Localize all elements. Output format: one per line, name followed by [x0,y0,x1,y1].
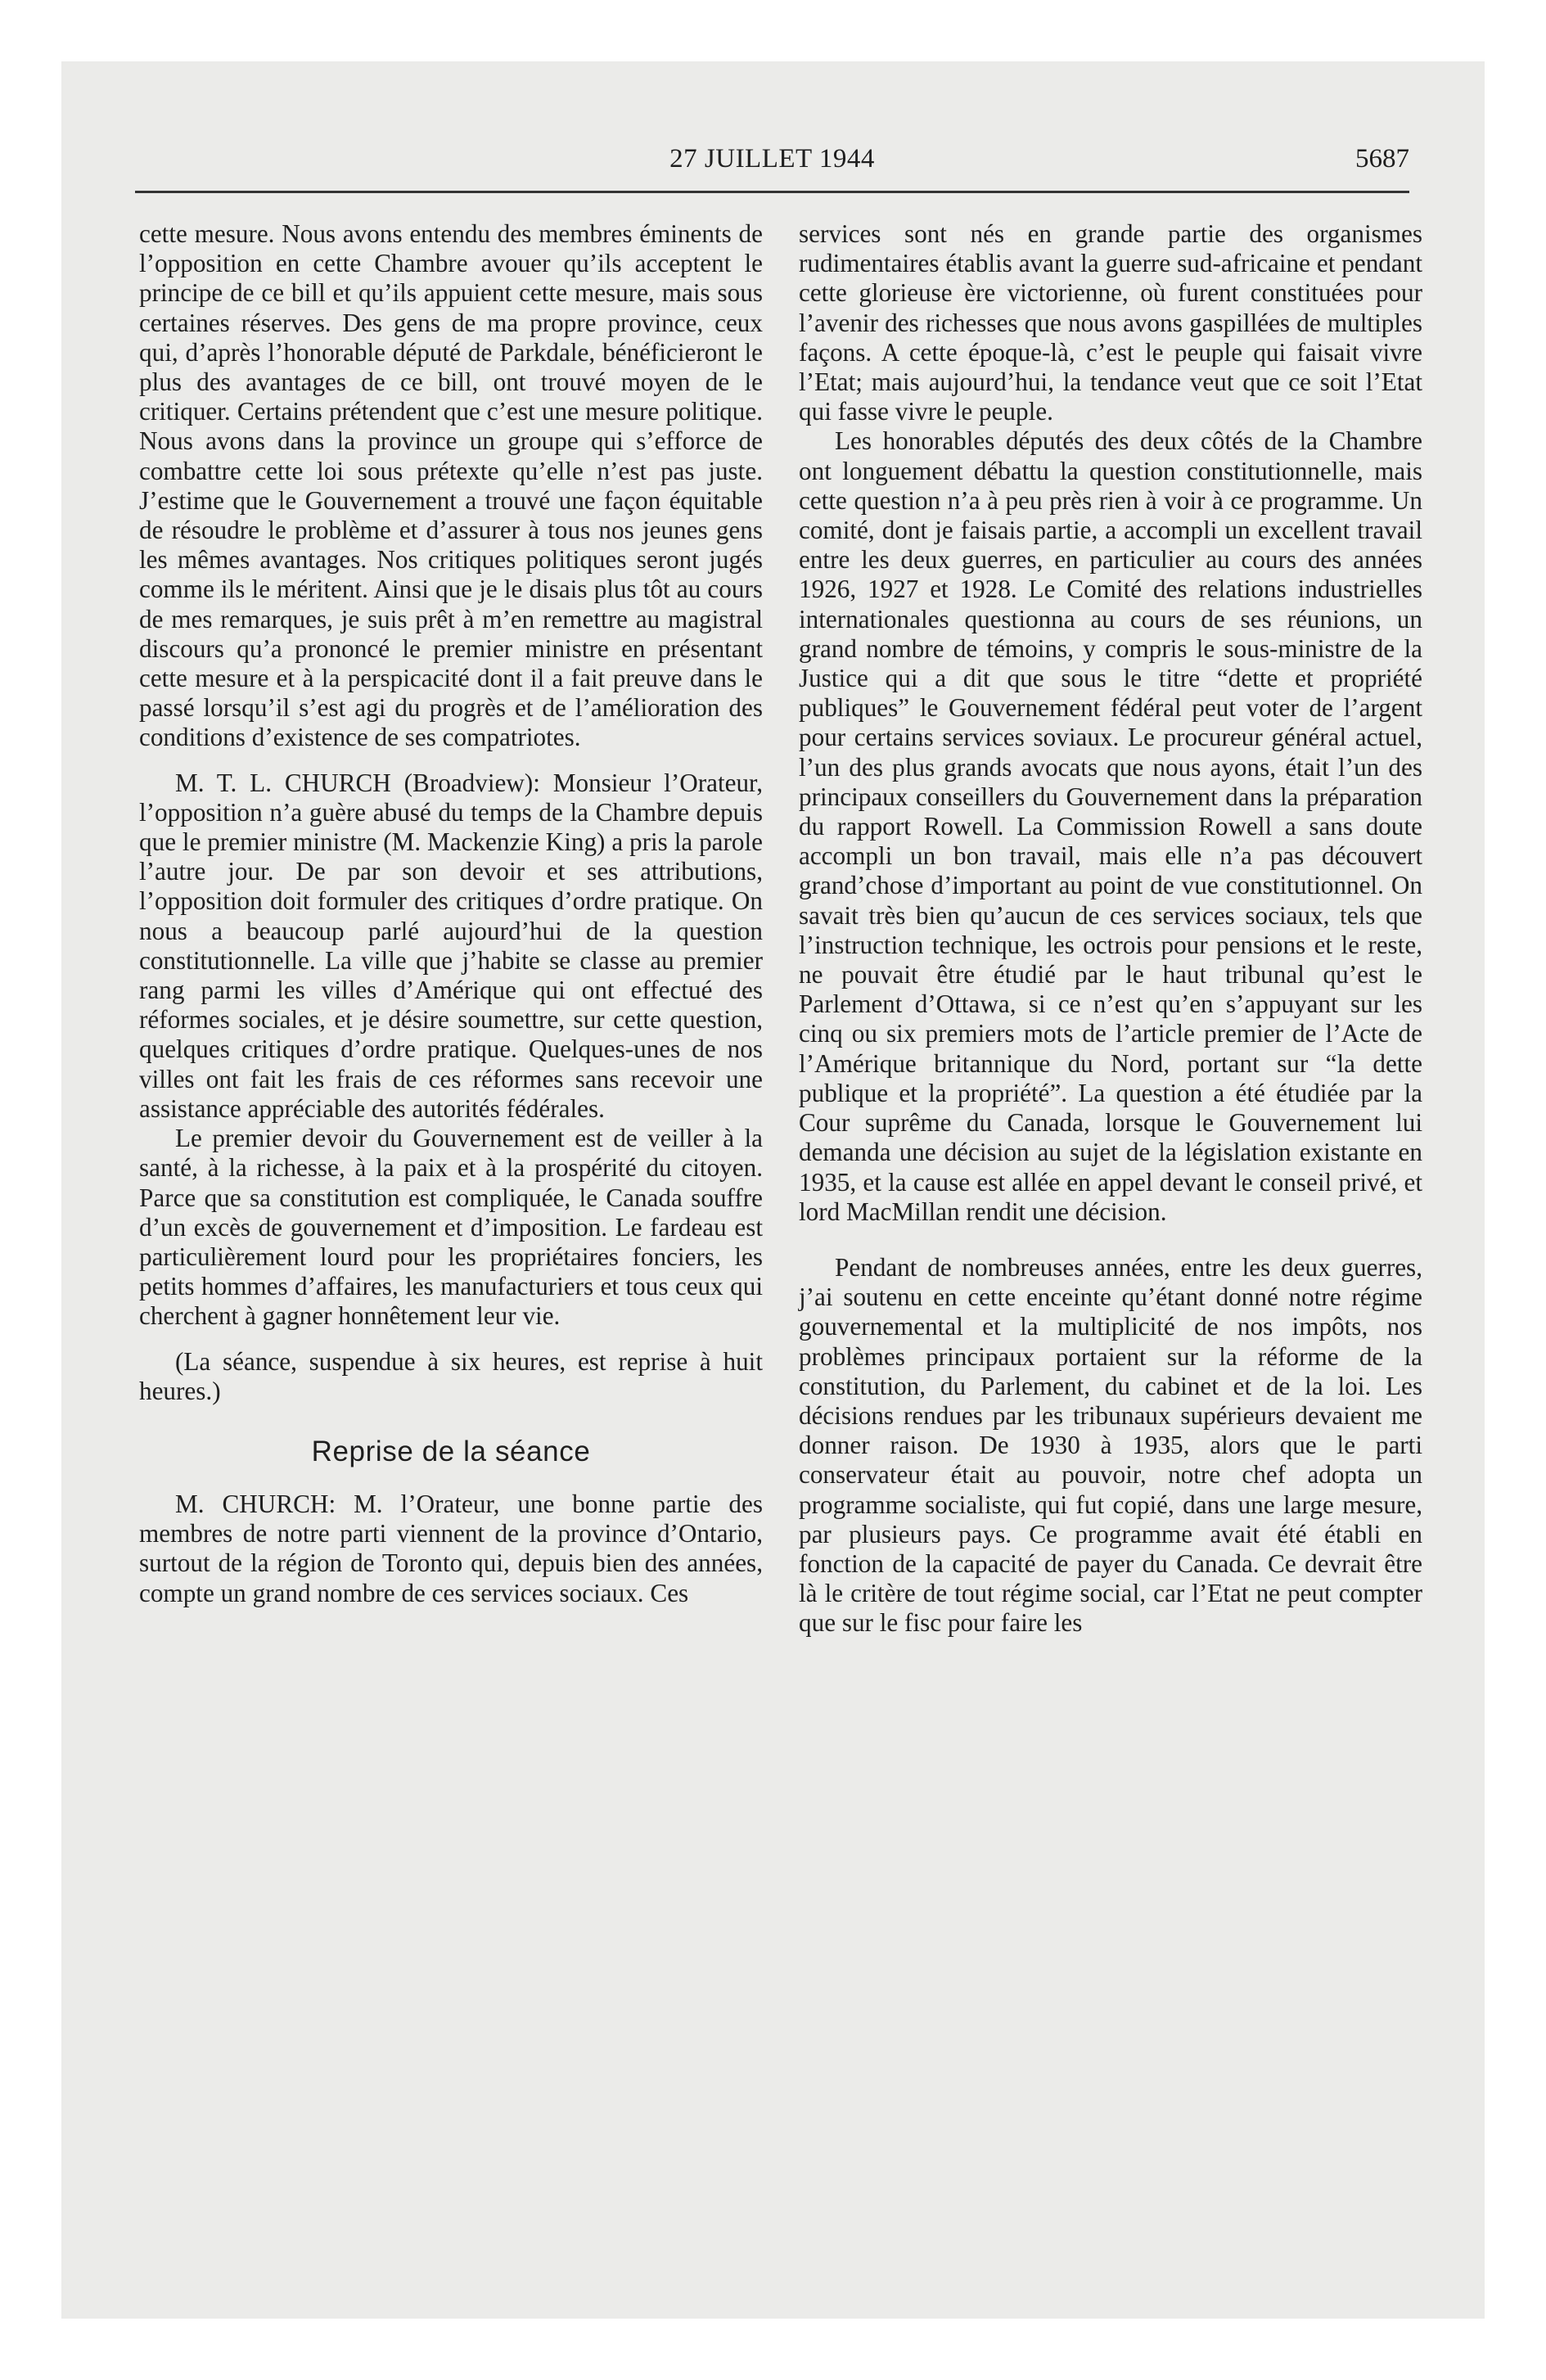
sitting-suspended-note: (La séance, suspendue à six heures, est reprise à huit heures.) [139,1346,763,1405]
paragraph: cette mesure. Nous avons entendu des membres éminents de l’opposition en cette Chambre avouer qu’ils acceptent le principe de ce bill et qu’ils appuient cette mesure, mais sous certaines réserves. Des gens de ma propre province, ceux qui, d’après l’honorable député de Parkdale, bénéficieront le plus des avantages de ce bill, ont trouvé moyen de le critiquer. Certains prétendent que c’est une mesure politique. Nous avons dans la province un groupe qui s’efforce de combattre cette loi sous prétexte qu’elle n’est pas juste. J’estime que le Gouvernement a trouvé une façon équitable de résoudre le problème et d’assurer à tous nos jeunes gens les mêmes avantages. Nos critiques politiques seront jugés comme ils le méritent. Ainsi que je le disais plus tôt au cours de mes remarques, je suis prêt à m’en remettre au magistral discours qu’a prononcé le premier ministre en présentant cette mesure et à la perspicacité dont il a fait preuve dans le passé lorsqu’il s’est agi du progrès et de l’amélioration des conditions d’existence de ses compatriotes. [139,219,763,752]
paragraph: Pendant de nombreuses années, entre les deux guerres, j’ai soutenu en cette enceinte qu’étant donné notre régime gouvernemental et la multiplicité de nos impôts, nos problèmes principaux portaient sur la réforme de la constitution, du Parlement, du cabinet et de la loi. Les décisions rendues par les tribunaux supérieurs devaient me donner raison. De 1930 à 1935, alors que le parti conservateur était au pouvoir, notre chef adopta un programme socialiste, qui fut copié, dans une large mesure, par plusieurs pays. Ce programme avait été établi en fonction de la capacité de payer du Canada. Ce devrait être là le critère de tout régime social, car l’Etat ne peut compter que sur le fisc pour faire les [799,1252,1422,1638]
paragraph: M. CHURCH: M. l’Orateur, une bonne partie des membres de notre parti viennent de la province d’Ontario, surtout de la région de Toronto qui, depuis bien des années, compte un grand nombre de ces services sociaux. Ces [139,1489,763,1607]
paragraph: services sont nés en grande partie des organismes rudimentaires établis avant la guerre sud-africaine et pendant cette glorieuse ère victorienne, où furent constituées pour l’avenir des richesses que nous avons gaspillées de multiples façons. A cette époque-là, c’est le peuple qui faisait vivre l’Etat; mais aujourd’hui, la tendance veut que ce soit l’Etat qui fasse vivre le peuple. [799,219,1422,426]
header-rule [135,191,1409,193]
page-date: 27 JUILLET 1944 [669,144,875,174]
paragraph: Les honorables députés des deux côtés de la Chambre ont longuement débattu la question constitutionnelle, mais cette question n’a à peu près rien à voir à ce programme. Un comité, dont je faisais partie, a accompli un excellent travail entre les deux guerres, en particulier au cours des années 1926, 1927 et 1928. Le Comité des relations industrielles internationales questionna au cours de ses réunions, un grand nombre de témoins, y compris le sous-ministre de la Justice qui a dit que sous le titre “dette et propriété publiques” le Gouvernement fédéral peut voter de l’argent pour certains services soviaux. Le procureur général actuel, l’un des plus grands avocats que nous ayons, était l’un des principaux conseillers du Gouvernement dans la préparation du rapport Rowell. La Commission Rowell a sans doute accompli un bon travail, mais elle n’a pas découvert grand’chose d’important au point de vue constitutionnel. On savait très bien qu’aucun de ces services sociaux, tels que l’instruction technique, les octrois pour pensions et le reste, ne pouvait être étudié par le haut tribunal qu’est le Parlement d’Ottawa, si ce n’est qu’en s’appuyant sur les cinq ou six premiers mots de l’article premier de l’Acte de l’Amérique britannique du Nord, portant sur “la dette publique et la propriété”. La question a été étudiée par la Cour suprême du Canada, lorsque le Gouvernement lui demanda une décision au sujet de la législation existante en 1935, et la cause est allée en appel devant le conseil privé, et lord MacMillan rendit une décision. [799,426,1422,1226]
page-number: 5687 [1355,144,1409,174]
paragraph-church-speech: M. T. L. CHURCH (Broadview): Monsieur l’Orateur, l’opposition n’a guère abusé du temps de la Chambre depuis que le premier ministre (M. Mackenzie King) a pris la parole l’autre jour. De par son devoir et ses attributions, l’opposition doit formuler des critiques d’ordre pratique. On nous a beaucoup parlé aujourd’hui de la question constitutionnelle. La ville que j’habite se classe au premier rang parmi les villes d’Amérique qui ont effectué des réformes sociales, et je désire soumettre, sur cette question, quelques critiques d’ordre pratique. Quelques-unes de nos villes ont fait les frais de ces réformes sans recevoir une assistance appréciable des autorités fédérales. [139,768,763,1123]
left-column [139,219,763,1608]
page-header [135,137,1409,178]
paragraph: Le premier devoir du Gouvernement est de veiller à la santé, à la richesse, à la paix et à la prospérité du citoyen. Parce que sa constitution est compliquée, le Canada souffre d’un excès de gouvernement et d’imposition. Le fardeau est particulièrement lourd pour les propriétaires fonciers, les petits hommes d’affaires, les manufacturiers et tous ceux qui cherchent à gagner honnêtement leur vie. [139,1124,763,1331]
right-column [799,219,1422,1639]
section-heading: Reprise de la séance [311,1435,591,1467]
